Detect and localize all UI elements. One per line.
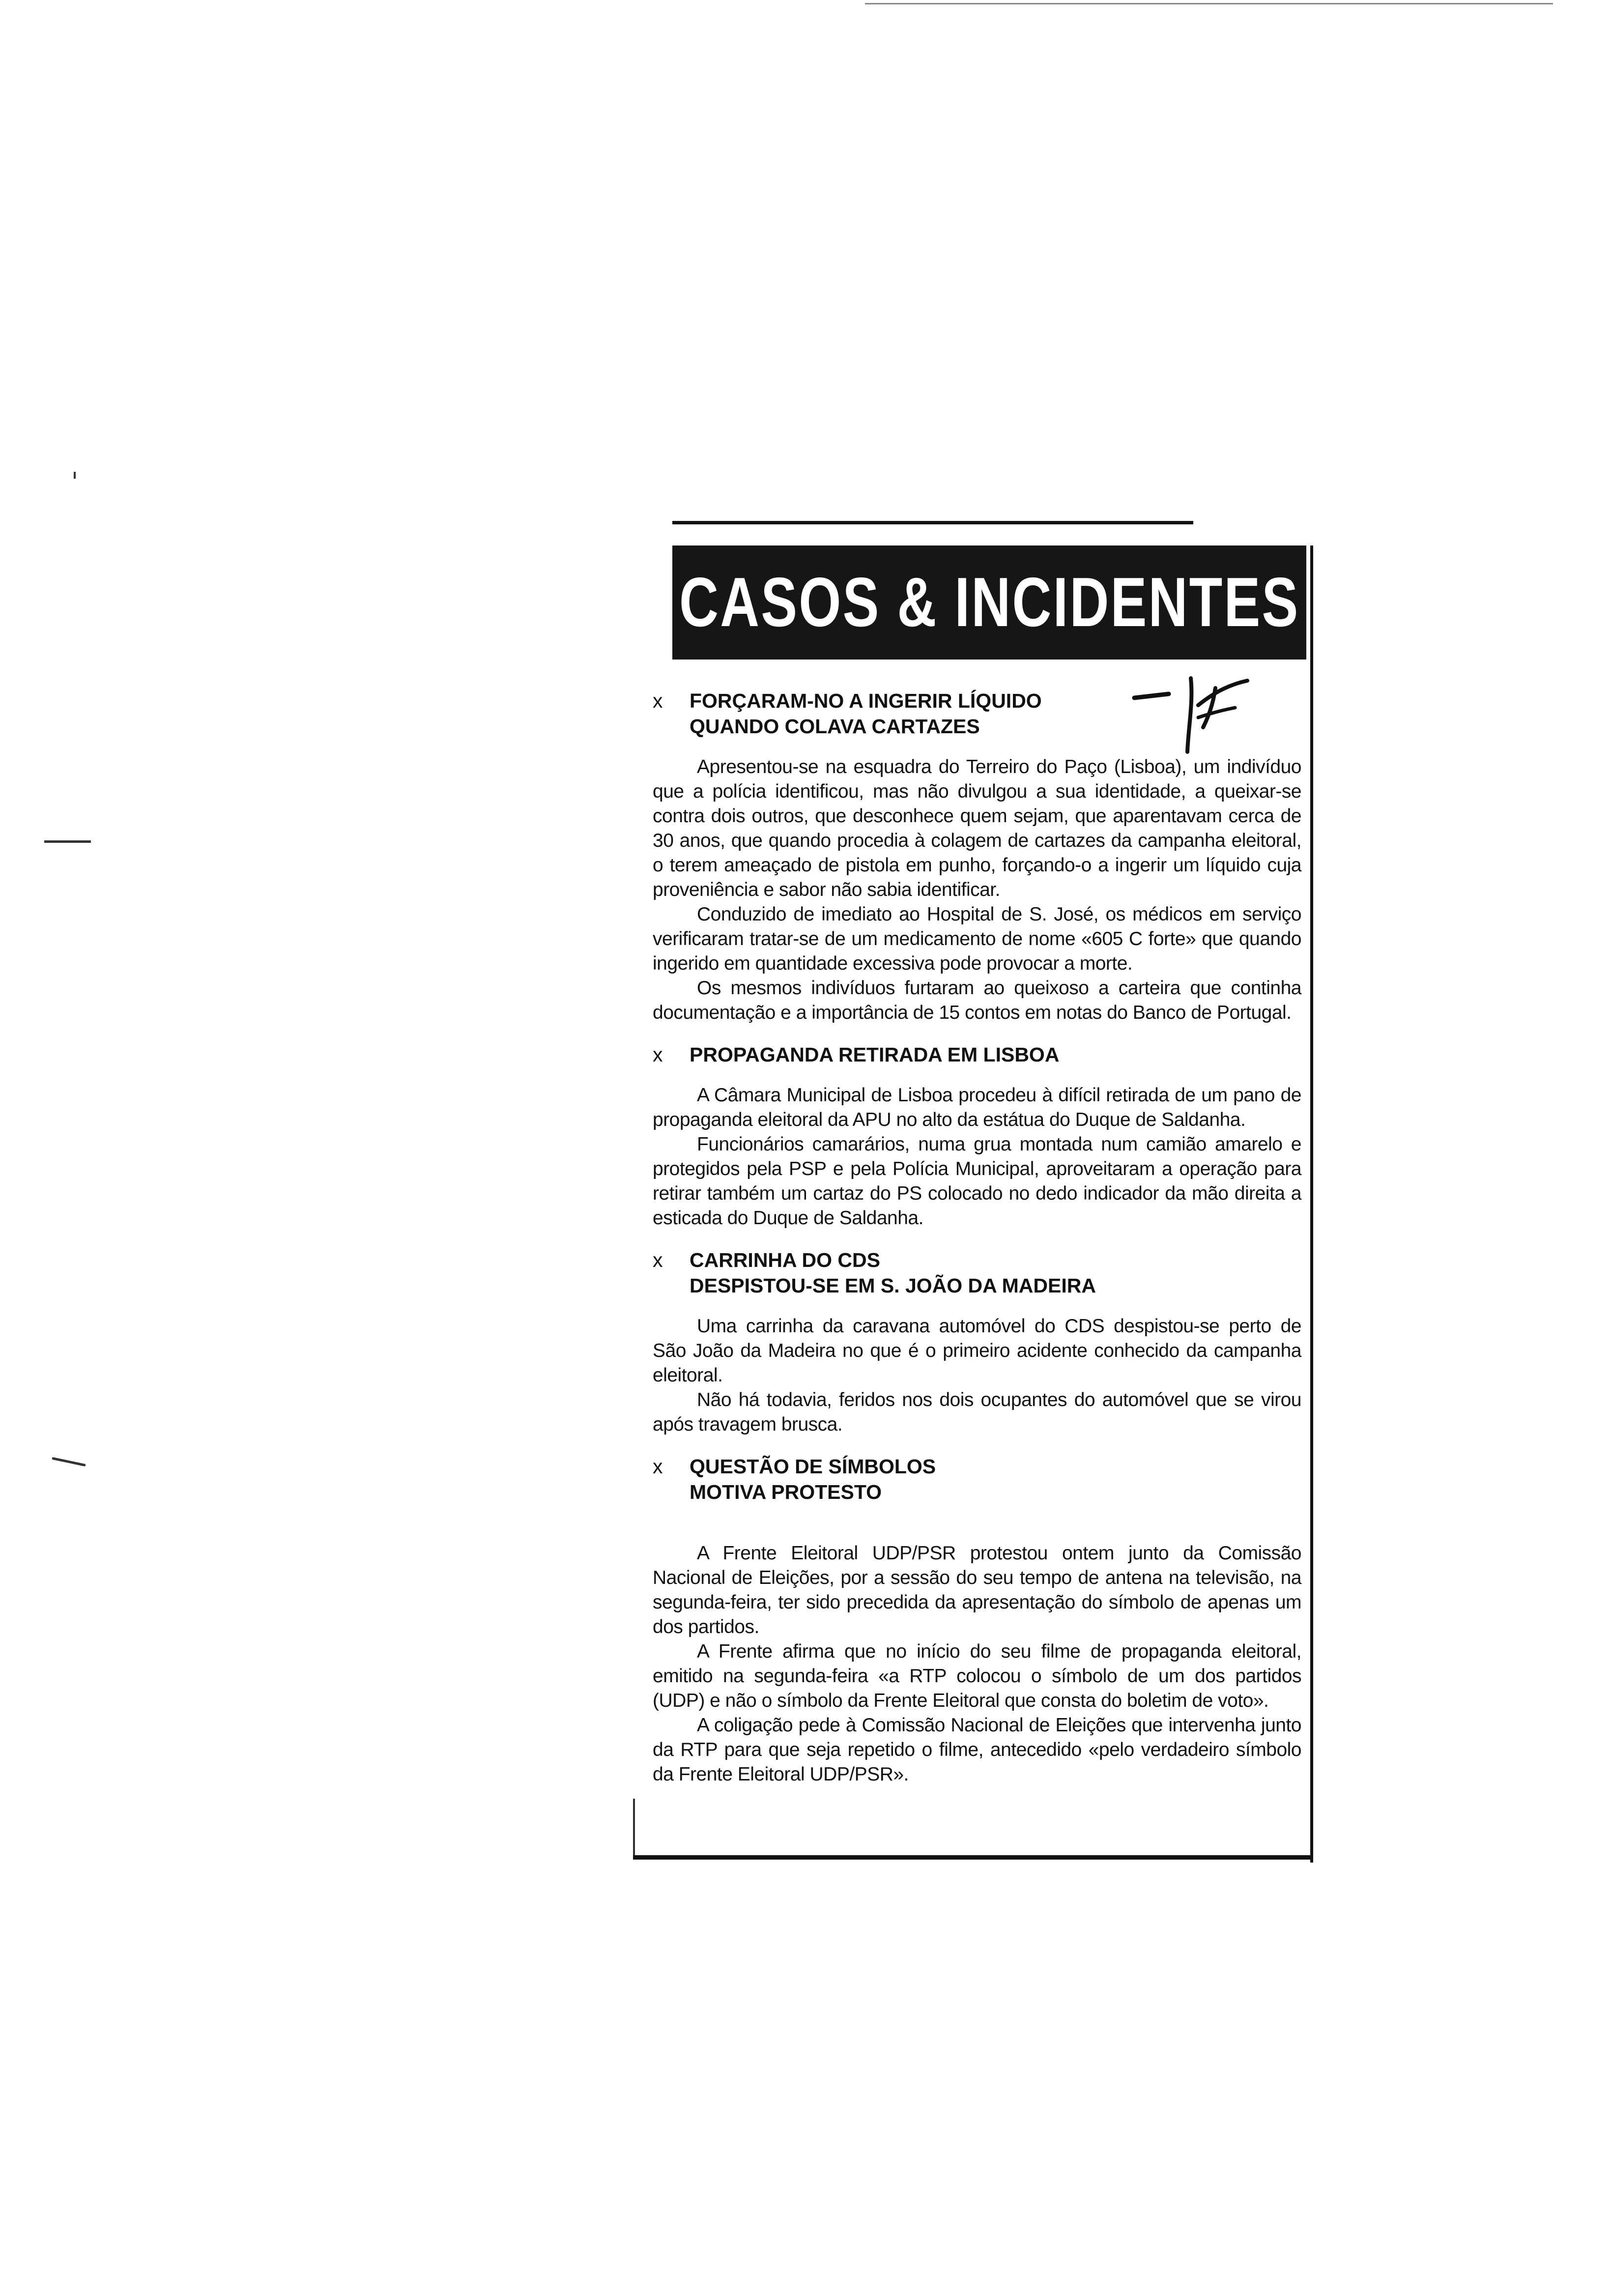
headline-line: PROPAGANDA RETIRADA EM LISBOA <box>690 1043 1060 1066</box>
headline-line: CARRINHA DO CDS <box>690 1249 880 1271</box>
paragraph: Apresentou-se na esquadra do Terreiro do Paço (Lisboa), um indivíduo que a polícia identificou, mas não divulgou a sua identidade, a queixar-se contra dois outros, que desconhece quem sejam, que aparentavam cerca de 30 anos, que quando procedia à colagem de cartazes da campanha eleitoral, o terem ameaçado de pistola em punho, forçando-o a ingerir um líquido cuja proveniência e sabor não sabia identificar. <box>653 756 1301 900</box>
bullet: x <box>653 1043 663 1066</box>
headline-line: MOTIVA PROTESTO <box>690 1481 882 1503</box>
paragraph: A coligação pede à Comissão Nacional de Eleições que intervenha junto da RTP para que seja repetido o filme, antecedido «pelo verdadeiro símbolo da Frente Eleitoral UDP/PSR». <box>653 1715 1301 1785</box>
scan-mark <box>52 1457 86 1466</box>
section-header <box>672 545 1306 660</box>
bottom-rule <box>633 1855 1311 1860</box>
scan-mark <box>74 472 76 479</box>
article-headline <box>653 688 1301 739</box>
article-headline <box>653 1247 1301 1298</box>
paragraph: Os mesmos indivíduos furtaram ao queixoso a carteira que continha documentação e a importância de 15 contos em notas do Banco de Portugal. <box>653 977 1301 1023</box>
newspaper-clipping <box>623 511 1331 1887</box>
bullet: x <box>653 689 663 712</box>
headline-line: DESPISTOU-SE EM S. JOÃO DA MADEIRA <box>690 1274 1096 1297</box>
article-headline <box>653 1042 1301 1067</box>
column-rule <box>1310 545 1313 1863</box>
headline-line: QUANDO COLAVA CARTAZES <box>690 715 980 738</box>
article <box>653 688 1301 1025</box>
article <box>653 1247 1301 1437</box>
paragraph: A Frente afirma que no início do seu filme de propaganda eleitoral, emitido na segunda-feira «a RTP colocou o símbolo de um dos partidos (UDP) e não o símbolo da Frente Eleitoral que consta do boletim de voto». <box>653 1641 1301 1711</box>
bullet: x <box>653 1455 663 1478</box>
article <box>653 1042 1301 1231</box>
paragraph: Não há todavia, feridos nos dois ocupantes do automóvel que se virou após travagem brusca. <box>653 1389 1301 1435</box>
paragraph: A Câmara Municipal de Lisboa procedeu à difícil retirada de um pano de propaganda eleitoral da APU no alto da estátua do Duque de Saldanha. <box>653 1085 1301 1130</box>
paragraph: Uma carrinha da caravana automóvel do CDS despistou-se perto de São João da Madeira no que é o primeiro acidente conhecido da campanha eleitoral. <box>653 1316 1301 1386</box>
article-headline <box>653 1454 1301 1505</box>
scan-edge-line <box>865 3 1553 4</box>
scan-mark <box>44 840 91 843</box>
bullet: x <box>653 1249 663 1271</box>
clip-edge <box>633 1799 635 1858</box>
paragraph: A Frente Eleitoral UDP/PSR protestou ontem junto da Comissão Nacional de Eleições, por a sessão do seu tempo de antena na televisão, na segunda-feira, ter sido precedida da apresentação do símbolo de apenas um dos partidos. <box>653 1543 1301 1637</box>
section-title: CASOS & INCIDENTES <box>679 563 1300 641</box>
article <box>653 1454 1301 1787</box>
paragraph: Funcionários camarários, numa grua montada num camião amarelo e protegidos pela PSP e pela Polícia Municipal, aproveitaram a operação para retirar também um cartaz do PS colocado no dedo indicador da mão direita a esticada do Duque de Saldanha. <box>653 1134 1301 1229</box>
articles <box>653 688 1301 1804</box>
headline-line: FORÇARAM-NO A INGERIR LÍQUIDO <box>690 689 1042 712</box>
headline-line: QUESTÃO DE SÍMBOLOS <box>690 1455 936 1478</box>
top-rule <box>672 521 1193 524</box>
paragraph: Conduzido de imediato ao Hospital de S. José, os médicos em serviço verificaram tratar-se de um medicamento de nome «605 C forte» que quando ingerido em quantidade excessiva pode provocar a morte. <box>653 904 1301 974</box>
